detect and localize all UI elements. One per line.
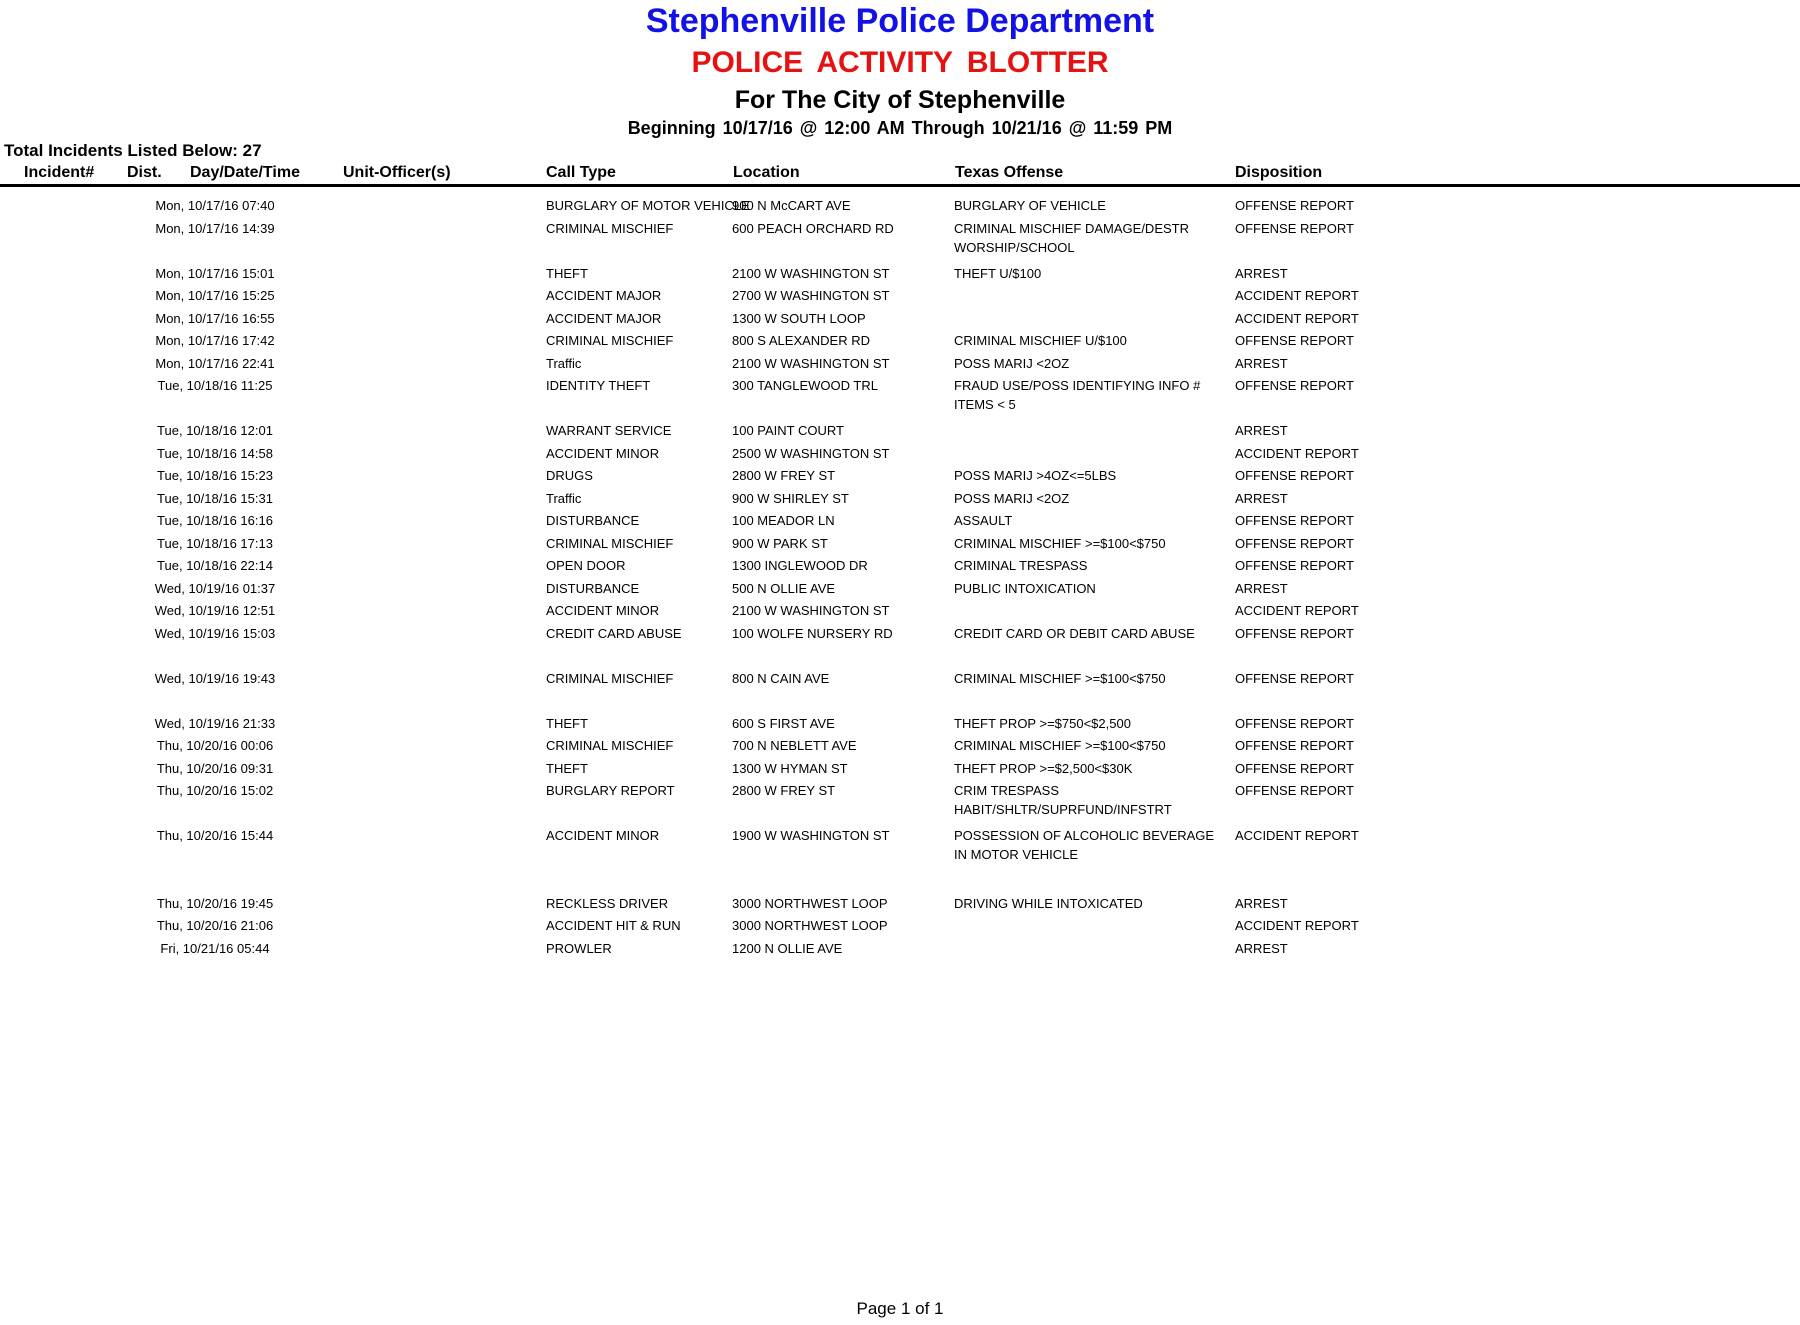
table-row: [0, 736, 1800, 759]
row-disposition: OFFENSE REPORT: [1235, 760, 1354, 776]
row-disposition: ACCIDENT REPORT: [1235, 288, 1359, 303]
table-row: [0, 826, 1800, 894]
date-range: Beginning 10/17/16 @ 12:00 AM Through 10/21/16 @ 11:59 PM: [627, 118, 1173, 138]
row-offense: CRIMINAL MISCHIEF >=$100<$750: [954, 535, 1166, 551]
row-call-type: CRIMINAL MISCHIEF: [546, 670, 674, 686]
row-datetime: Thu, 10/20/16 19:45: [156, 895, 274, 911]
row-disposition: OFFENSE REPORT: [1235, 670, 1354, 686]
row-location: 100 PAINT COURT: [732, 423, 844, 438]
col-incident: Incident#: [24, 164, 95, 181]
row-datetime: Mon, 10/17/16 07:40: [155, 198, 275, 213]
table-row: [0, 331, 1800, 354]
row-call-type: IDENTITY THEFT: [546, 378, 651, 393]
row-call-type: THEFT: [546, 760, 588, 776]
row-disposition: OFFENSE REPORT: [1235, 513, 1354, 528]
row-offense: CRIMINAL MISCHIEF >=$100<$750: [954, 738, 1166, 753]
city-subtitle: For The City of Stephenville: [734, 86, 1066, 114]
row-offense: DRIVING WHILE INTOXICATED: [954, 895, 1143, 911]
row-location: 800 S ALEXANDER RD: [732, 333, 871, 348]
table-row: [0, 376, 1800, 421]
row-datetime: Wed, 10/19/16 19:43: [154, 670, 276, 686]
row-call-type: ACCIDENT MAJOR: [546, 288, 662, 303]
row-datetime: Thu, 10/20/16 15:44: [156, 828, 274, 843]
row-disposition: ACCIDENT REPORT: [1235, 445, 1359, 461]
row-disposition: ACCIDENT REPORT: [1235, 828, 1359, 843]
row-disposition: OFFENSE REPORT: [1235, 625, 1354, 641]
row-location: 2700 W WASHINGTON ST: [732, 288, 890, 303]
col-dist: Dist.: [127, 164, 162, 181]
row-datetime: Tue, 10/18/16 15:31: [157, 490, 273, 506]
row-datetime: Mon, 10/17/16 16:55: [155, 310, 275, 326]
row-call-type: ACCIDENT MAJOR: [546, 310, 662, 326]
row-datetime: Tue, 10/18/16 22:14: [157, 558, 273, 573]
row-call-type: DISTURBANCE: [546, 513, 640, 528]
row-disposition: ARREST: [1235, 265, 1288, 281]
row-location: 900 W PARK ST: [732, 535, 828, 551]
row-disposition: OFFENSE REPORT: [1235, 198, 1354, 213]
row-disposition: ARREST: [1235, 940, 1288, 956]
row-location: 1200 N OLLIE AVE: [732, 940, 843, 956]
table-row: [0, 489, 1800, 512]
row-call-type: Traffic: [546, 355, 582, 371]
table-row: [0, 354, 1800, 377]
row-location: 2500 W WASHINGTON ST: [732, 445, 890, 461]
row-call-type: ACCIDENT MINOR: [546, 603, 660, 618]
row-datetime: Tue, 10/18/16 16:16: [157, 513, 273, 528]
row-call-type: BURGLARY REPORT: [546, 783, 675, 798]
total-incidents: Total Incidents Listed Below: 27: [4, 141, 262, 160]
row-call-type: CREDIT CARD ABUSE: [546, 625, 682, 641]
row-call-type: WARRANT SERVICE: [546, 423, 672, 438]
row-offense: FRAUD USE/POSS IDENTIFYING INFO # ITEMS < 5: [954, 378, 1201, 412]
table-row: [0, 759, 1800, 782]
row-location: 100 MEADOR LN: [732, 513, 835, 528]
row-location: 2800 W FREY ST: [732, 468, 836, 483]
row-location: 2100 W WASHINGTON ST: [732, 603, 890, 618]
department-title: Stephenville Police Department: [645, 2, 1155, 40]
row-datetime: Mon, 10/17/16 14:39: [155, 220, 275, 236]
row-location: 2800 W FREY ST: [732, 783, 836, 798]
row-offense: CRIMINAL MISCHIEF U/$100: [954, 333, 1127, 348]
col-unit: Unit-Officer(s): [343, 164, 451, 181]
row-offense: CRIMINAL TRESPASS: [954, 558, 1088, 573]
row-disposition: ACCIDENT REPORT: [1235, 310, 1359, 326]
table-row: [0, 579, 1800, 602]
row-call-type: PROWLER: [546, 940, 612, 956]
table-row: [0, 264, 1800, 287]
row-disposition: OFFENSE REPORT: [1235, 738, 1354, 753]
row-call-type: ACCIDENT MINOR: [546, 445, 660, 461]
row-location: 1300 W SOUTH LOOP: [732, 310, 866, 326]
row-offense: POSS MARIJ <2OZ: [954, 355, 1070, 371]
row-call-type: THEFT: [546, 715, 588, 731]
row-datetime: Mon, 10/17/16 22:41: [155, 355, 275, 371]
table-row: [0, 624, 1800, 669]
header-rule: [0, 184, 1800, 187]
row-disposition: OFFENSE REPORT: [1235, 333, 1354, 348]
table-row: [0, 286, 1800, 309]
table-row: [0, 939, 1800, 962]
table-row: [0, 714, 1800, 737]
col-location: Location: [733, 164, 800, 181]
row-offense: POSS MARIJ >4OZ<=5LBS: [954, 468, 1117, 483]
row-location: 700 N NEBLETT AVE: [732, 738, 857, 753]
row-location: 600 PEACH ORCHARD RD: [732, 220, 894, 236]
row-call-type: BURGLARY OF MOTOR VEHICLE: [546, 198, 750, 213]
row-location: 2100 W WASHINGTON ST: [732, 355, 890, 371]
row-call-type: ACCIDENT MINOR: [546, 828, 660, 843]
row-datetime: Tue, 10/18/16 14:58: [157, 445, 273, 461]
page-number: Page 1 of 1: [856, 1299, 944, 1318]
row-call-type: DISTURBANCE: [546, 580, 640, 596]
row-disposition: ACCIDENT REPORT: [1235, 918, 1359, 933]
row-datetime: Thu, 10/20/16 09:31: [156, 760, 274, 776]
row-offense: ASSAULT: [954, 513, 1013, 528]
incident-table: [0, 196, 1800, 961]
row-datetime: Thu, 10/20/16 15:02: [156, 783, 274, 798]
row-location: 900 N McCART AVE: [732, 198, 851, 213]
table-row: [0, 669, 1800, 714]
row-location: 3000 NORTHWEST LOOP: [732, 918, 888, 933]
table-row: [0, 601, 1800, 624]
row-call-type: CRIMINAL MISCHIEF: [546, 333, 674, 348]
row-location: 3000 NORTHWEST LOOP: [732, 895, 888, 911]
row-offense: THEFT PROP >=$750<$2,500: [954, 715, 1131, 731]
row-offense: CREDIT CARD OR DEBIT CARD ABUSE: [954, 625, 1195, 641]
row-call-type: CRIMINAL MISCHIEF: [546, 220, 674, 236]
row-datetime: Tue, 10/18/16 17:13: [157, 535, 273, 551]
row-datetime: Wed, 10/19/16 01:37: [154, 580, 276, 596]
row-offense: THEFT U/$100: [954, 265, 1042, 281]
row-datetime: Thu, 10/20/16 21:06: [156, 918, 274, 933]
row-location: 100 WOLFE NURSERY RD: [732, 625, 893, 641]
row-datetime: Tue, 10/18/16 11:25: [157, 378, 273, 393]
row-disposition: OFFENSE REPORT: [1235, 535, 1354, 551]
table-row: [0, 894, 1800, 917]
table-row: [0, 466, 1800, 489]
table-row: [0, 421, 1800, 444]
table-row: [0, 309, 1800, 332]
row-offense: BURGLARY OF VEHICLE: [954, 198, 1106, 213]
row-datetime: Wed, 10/19/16 15:03: [154, 625, 276, 641]
table-row: [0, 219, 1800, 264]
row-call-type: ACCIDENT HIT & RUN: [546, 918, 681, 933]
row-location: 1900 W WASHINGTON ST: [732, 828, 890, 843]
row-disposition: OFFENSE REPORT: [1235, 715, 1354, 731]
table-row: [0, 196, 1800, 219]
col-offense: Texas Offense: [955, 164, 1064, 181]
row-disposition: OFFENSE REPORT: [1235, 558, 1354, 573]
table-row: [0, 444, 1800, 467]
row-location: 900 W SHIRLEY ST: [732, 490, 849, 506]
row-location: 1300 INGLEWOOD DR: [732, 558, 868, 573]
row-call-type: CRIMINAL MISCHIEF: [546, 535, 674, 551]
row-call-type: OPEN DOOR: [546, 558, 626, 573]
row-disposition: ACCIDENT REPORT: [1235, 603, 1359, 618]
row-disposition: OFFENSE REPORT: [1235, 468, 1354, 483]
table-row: [0, 511, 1800, 534]
row-offense: THEFT PROP >=$2,500<$30K: [954, 760, 1133, 776]
row-offense: CRIMINAL MISCHIEF >=$100<$750: [954, 670, 1166, 686]
table-row: [0, 916, 1800, 939]
row-disposition: ARREST: [1235, 580, 1288, 596]
row-offense: CRIM TRESPASS HABIT/SHLTR/SUPRFUND/INFSTRT: [954, 783, 1172, 817]
row-call-type: CRIMINAL MISCHIEF: [546, 738, 674, 753]
row-offense: POSS MARIJ <2OZ: [954, 490, 1070, 506]
col-datetime: Day/Date/Time: [190, 164, 300, 181]
row-location: 2100 W WASHINGTON ST: [732, 265, 890, 281]
row-call-type: THEFT: [546, 265, 588, 281]
col-disposition: Disposition: [1235, 164, 1323, 181]
row-datetime: Tue, 10/18/16 15:23: [157, 468, 273, 483]
row-datetime: Thu, 10/20/16 00:06: [156, 738, 274, 753]
col-call-type: Call Type: [546, 164, 616, 181]
row-offense: PUBLIC INTOXICATION: [954, 580, 1096, 596]
row-datetime: Wed, 10/19/16 12:51: [154, 603, 276, 618]
row-call-type: RECKLESS DRIVER: [546, 895, 669, 911]
row-location: 600 S FIRST AVE: [732, 715, 835, 731]
row-offense: CRIMINAL MISCHIEF DAMAGE/DESTR WORSHIP/SCHOOL: [954, 220, 1189, 255]
table-row: [0, 781, 1800, 826]
row-disposition: OFFENSE REPORT: [1235, 220, 1354, 236]
row-datetime: Mon, 10/17/16 15:01: [155, 265, 275, 281]
row-location: 300 TANGLEWOOD TRL: [732, 378, 878, 393]
row-datetime: Fri, 10/21/16 05:44: [160, 940, 270, 956]
row-offense: POSSESSION OF ALCOHOLIC BEVERAGE IN MOTOR VEHICLE: [954, 828, 1215, 862]
table-row: [0, 534, 1800, 557]
row-disposition: OFFENSE REPORT: [1235, 783, 1354, 798]
row-location: 500 N OLLIE AVE: [732, 580, 836, 596]
row-disposition: ARREST: [1235, 423, 1288, 438]
row-location: 1300 W HYMAN ST: [732, 760, 848, 776]
row-call-type: Traffic: [546, 490, 582, 506]
row-disposition: OFFENSE REPORT: [1235, 378, 1354, 393]
blotter-title: POLICE ACTIVITY BLOTTER: [691, 46, 1109, 79]
row-datetime: Mon, 10/17/16 17:42: [155, 333, 275, 348]
row-disposition: ARREST: [1235, 895, 1288, 911]
table-row: [0, 556, 1800, 579]
row-location: 800 N CAIN AVE: [732, 670, 830, 686]
row-datetime: Tue, 10/18/16 12:01: [157, 423, 273, 438]
row-call-type: DRUGS: [546, 468, 593, 483]
row-datetime: Wed, 10/19/16 21:33: [154, 715, 276, 731]
row-disposition: ARREST: [1235, 355, 1288, 371]
row-datetime: Mon, 10/17/16 15:25: [155, 288, 275, 303]
row-disposition: ARREST: [1235, 490, 1288, 506]
